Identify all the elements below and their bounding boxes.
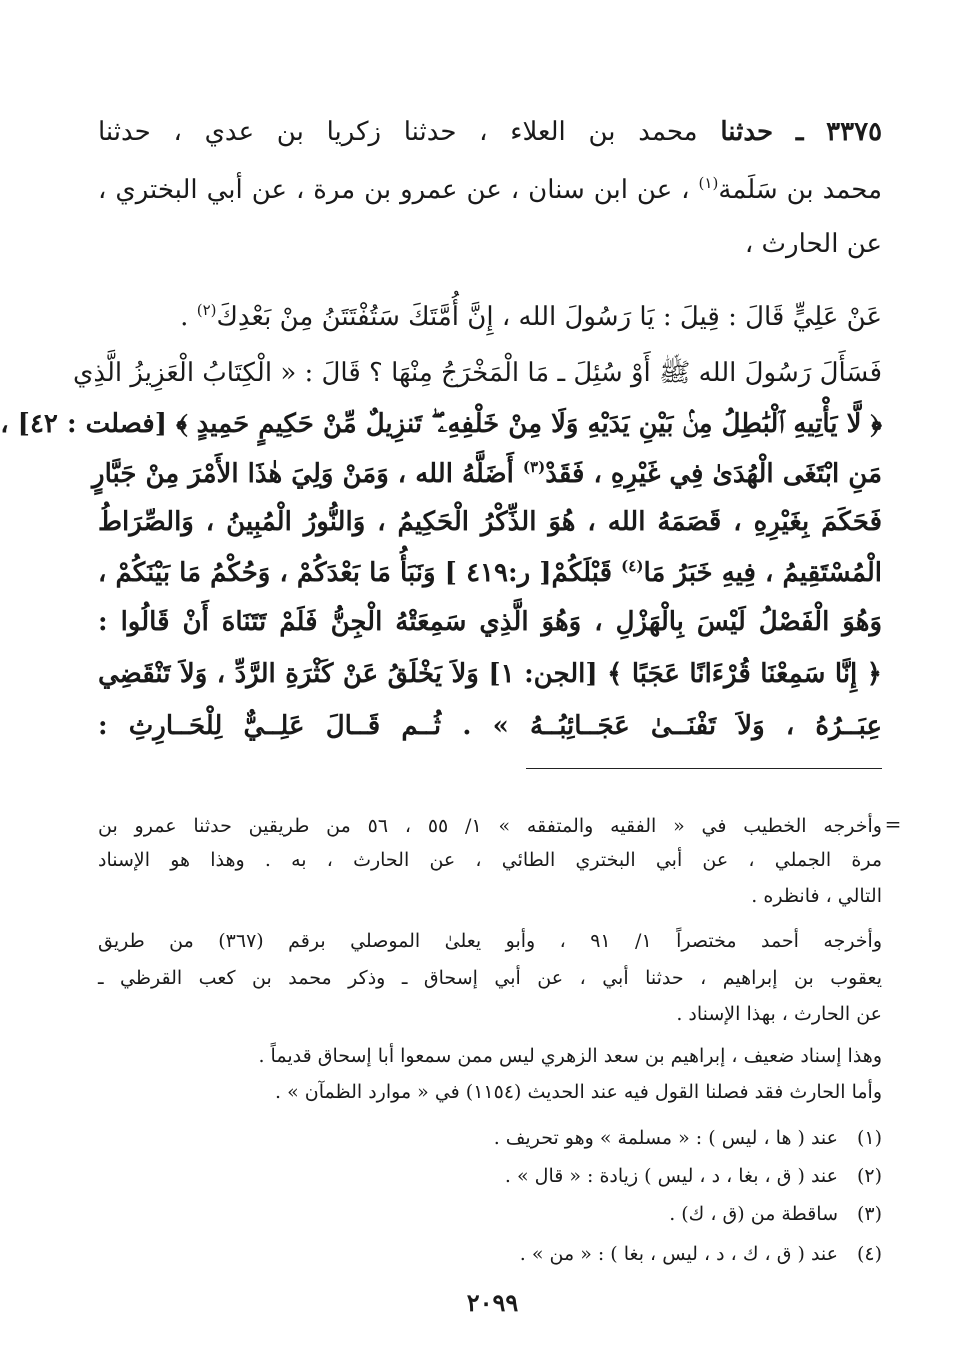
isnad-text: ، عن ابن سنان ، عن عمرو بن مرة ، عن أبي البختري ،	[98, 175, 690, 205]
footnote-text: عن الحارث ، بهذا الإسناد .	[676, 1003, 882, 1025]
footnote-text: مرة الجملي ، عن أبي البختري الطائي ، عن الحارث ، به . وهذا هو الإسناد	[98, 849, 882, 871]
footnote-text: عند ( ق ، ك ، د ، ليس ، بغا ) : « من » .	[519, 1243, 838, 1265]
footnote-number: (٢)	[856, 1165, 882, 1187]
page-number: ٢٠٩٩	[466, 1288, 519, 1317]
matn-line-5	[98, 500, 882, 544]
footnote-cont-line-8	[98, 1076, 882, 1108]
footnote-cont-line-2	[98, 844, 882, 876]
matn-text: فَسَأَلَ رَسُولَ الله ﷺ أَوْ سُئِلَ ـ مَا الْمَخْرَجُ مِنْهَا ؟ قَالَ : « الْكِتَابُ الْعَزِيزُ الَّذِي	[73, 358, 882, 388]
footnote-cont-line-1	[98, 810, 882, 842]
isnad-line-3	[98, 222, 882, 266]
matn-text: قَبْلَكُمْ[ ر:٤١٩ ] وَنَبَأُ مَا بَعْدَكُمْ ، وَحُكْمُ مَا بَيْنَكُمْ ،	[98, 558, 613, 588]
matn-text: فَحَكَمَ بِغَيْرِهِ ، قَصَمَهُ الله ، هُوَ الذِّكْرُ الْحَكِيمُ ، وَالنُّورُ الْمُبِينُ ، وَالصِّرَاطُ	[98, 507, 882, 537]
footnote-number: (٣)	[856, 1203, 882, 1225]
hadith-dash: ـ	[795, 117, 804, 147]
isnad-text: محمد بن العلاء ، حدثنا زكريا بن عدي ، حدثنا	[98, 117, 698, 147]
isnad-text: محمد بن سَلَمة	[718, 175, 882, 205]
matn-text: أَضَلَّهُ الله ، وَمَنْ وَلِيَ هٰذَا الأَمْرَ مِنْ جَبَّارٍ	[92, 459, 514, 489]
footnote-text: وأخرجه أحمد مختصراً ١/ ٩١ ، وأبو يعلىٰ الموصلي برقم (٣٦٧) من طريق	[98, 930, 882, 952]
footnote-2	[98, 1160, 882, 1192]
isnad-text: عن الحارث ،	[744, 229, 882, 259]
footnote-ref: (٤)	[621, 557, 644, 575]
footnote-text: عند ( ق ، بغا ، د ، ليس ) زيادة : « قال » .	[504, 1165, 838, 1187]
quran-quote: ﴿ لَّا يَأْتِيهِ ٱلْبَٰطِلُ مِنۢ بَيْنِ يَدَيْهِ وَلَا مِنْ خَلْفِهِۦ ۖ تَنزِيلٌ مِّنْ حَكِيمٍ حَمِيدٍ ﴾ [فصلت : ٤٢] ،	[0, 409, 882, 439]
footnote-ref: (٣)	[522, 458, 546, 476]
footnote-text: يعقوب بن إبراهيم ، حدثنا أبي ، عن أبي إسحاق ـ وذكر محمد بن كعب القرظي ـ	[98, 967, 882, 989]
footnote-text: عند ( ها ، ليس ) : « مسلمة » وهو تحريف .	[493, 1127, 838, 1149]
footnote-3	[98, 1198, 882, 1230]
isnad-line-1	[98, 110, 882, 154]
quran-quote: ﴿ إِنَّا سَمِعْنَا قُرْءَانًا عَجَبًا ﴾ [الجن: ١] وَلاَ يَخْلَقُ عَنْ كَثْرَةِ الرَّدِّ ، وَلاَ تَنْقَضِي	[98, 659, 882, 689]
matn-line-6	[98, 551, 882, 595]
matn-text: .	[180, 302, 189, 332]
footnote-text: التالي ، فانظره .	[751, 885, 882, 907]
footnote-cont-line-3	[98, 880, 882, 912]
footnote-ref: (٢)	[196, 301, 217, 319]
matn-line-3	[0, 402, 882, 446]
footnote-1	[98, 1122, 882, 1154]
matn-line-7	[98, 600, 882, 644]
footnote-text: ساقطة من (ق ، ك) .	[669, 1203, 838, 1225]
footnote-cont-line-5	[98, 962, 882, 994]
matn-line-1	[98, 295, 882, 339]
matn-line-8	[98, 652, 882, 696]
footnote-cont-line-4	[98, 925, 882, 957]
footnote-number: (٤)	[856, 1243, 882, 1265]
matn-text: الْمُسْتَقِيمُ ، فِيهِ خَبَرُ مَا	[643, 558, 882, 588]
footnote-text: وأخرجه الخطيب في « الفقيه والمتفقه » ١/ ٥٥ ، ٥٦ من طريقين حدثنا عمرو بن	[98, 815, 882, 837]
matn-line-4	[92, 452, 882, 496]
matn-line-2	[73, 351, 882, 395]
footnote-ref: (١)	[698, 174, 719, 192]
footnote-text: وهذا إسناد ضعيف ، إبراهيم بن سعد الزهري ليس ممن سمعوا أبا إسحاق قديماً .	[258, 1045, 882, 1067]
footnote-cont-line-6	[98, 998, 882, 1030]
footnote-4	[98, 1238, 882, 1270]
footnote-cont-line-7	[98, 1040, 882, 1072]
matn-text: وَهُوَ الْفَصْلُ لَيْسَ بِالْهَزْلِ ، وَهُوَ الَّذِي سَمِعَتْهُ الْجِنُّ فَلَمْ تَتَنَاهَ أَنْ قَالُوا :	[98, 607, 882, 637]
matn-text: عِبَــرُهُ ، وَلاَ تَفْنَــىٰ عَجَــائِبُــهُ » . ثُــم قَــالَ عَلِــيٌّ لِلْحَــارِثِ :	[98, 711, 882, 741]
continuation-mark: =	[884, 812, 902, 836]
haddathana-label: حدثنا	[720, 117, 774, 147]
footnote-text: وأما الحارث فقد فصلنا القول فيه عند الحديث (١١٥٤) في « موارد الظمآن » .	[275, 1081, 882, 1103]
matn-text: مَنِ ابْتَغَى الْهُدَىٰ فِي غَيْرِهِ ، فَقَدْ	[545, 459, 882, 489]
footnote-number: (١)	[856, 1127, 882, 1149]
hadith-number: ٣٣٧٥	[826, 117, 883, 147]
matn-text: عَنْ عَلِيٍّ قَالَ : قِيلَ : يَا رَسُولَ الله ، إِنَّ أُمَّتَكَ سَتُفْتَتَنُ مِنْ بَعْدِكَ	[216, 302, 882, 332]
footnote-separator	[526, 768, 882, 769]
matn-line-9	[98, 704, 882, 748]
isnad-line-2	[98, 168, 882, 212]
